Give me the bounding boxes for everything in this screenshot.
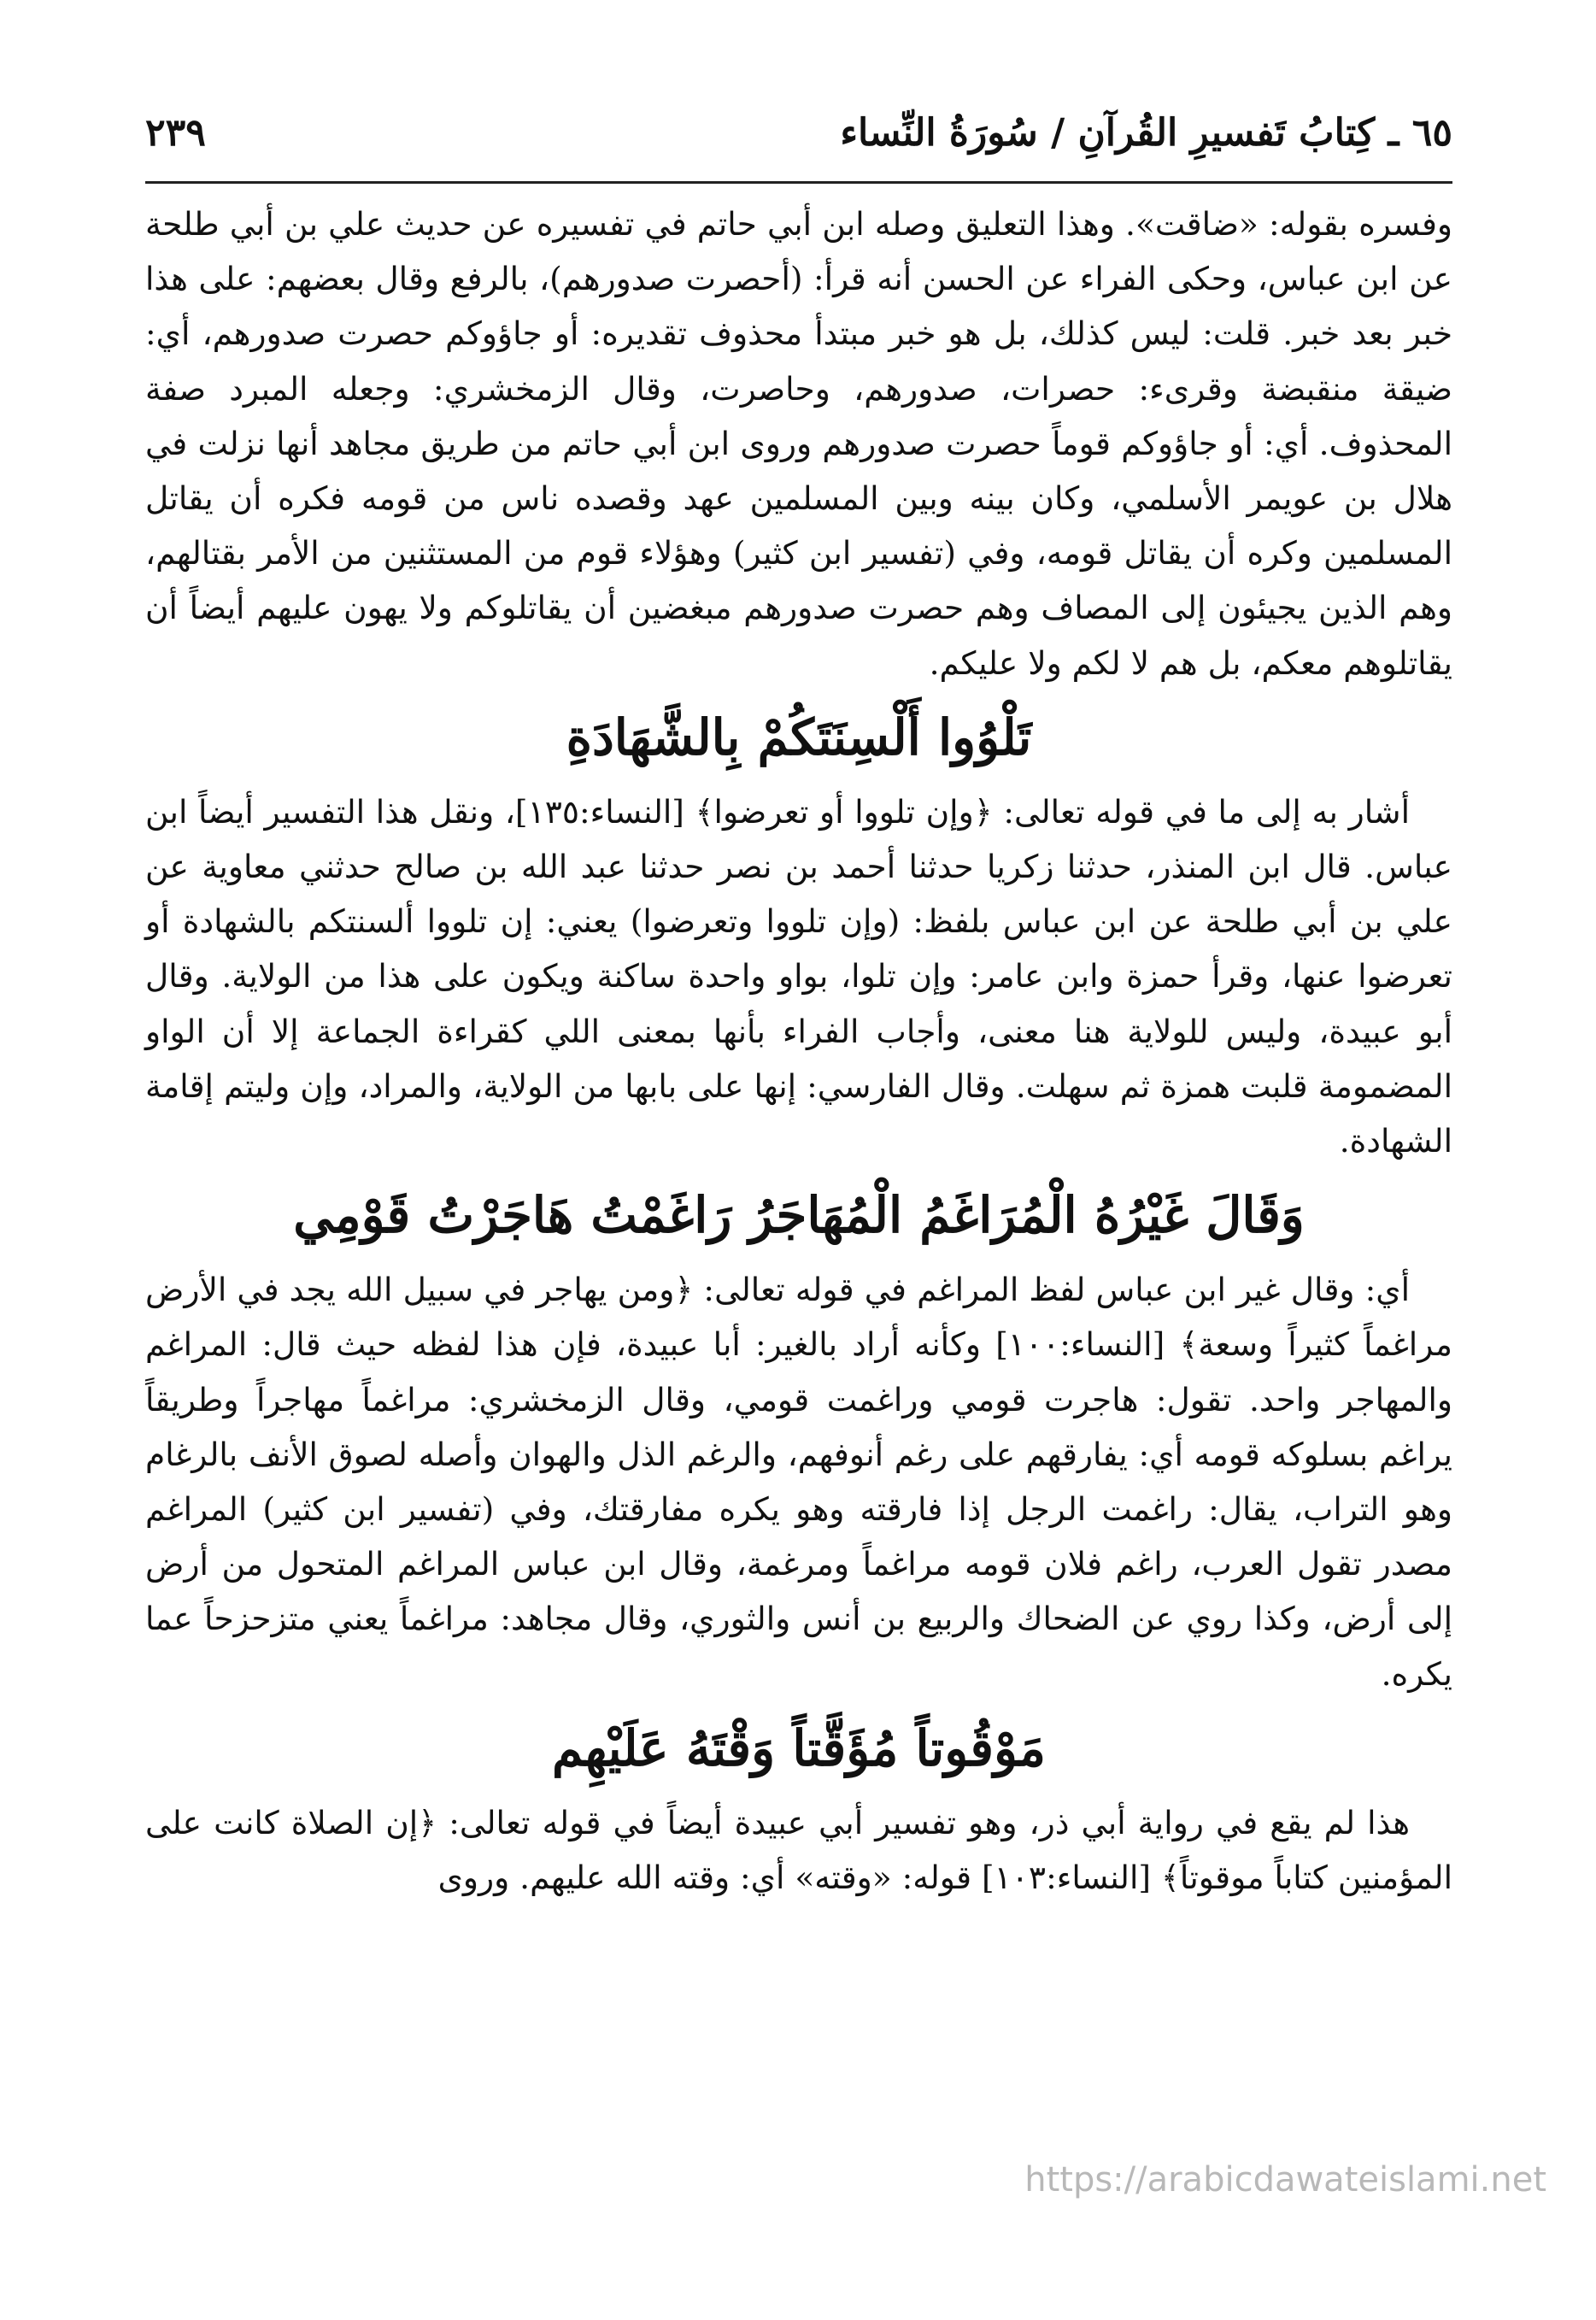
section-heading-2: وَقَالَ غَيْرُهُ الْمُرَاغَمُ الْمُهَاجَرُ رَاغَمْتُ هَاجَرْتُ قَوْمِي: [293, 1186, 1305, 1245]
book-page: [145, 103, 1452, 2290]
page-number: ٢٣٩: [145, 111, 206, 155]
paragraph-1: وفسره بقوله: «ضاقت». وهذا التعليق وصله ابن أبي حاتم في تفسيره عن حديث علي بن أبي طلحة عن ابن عباس، وحكى الفراء عن الحسن أنه قرأ: (أحصرت صدورهم)، بالرفع وقال بعضهم: على هذا خبر بعد خبر. قلت: ليس كذلك، بل هو خبر مبتدأ محذوف تقديره: أو جاؤوكم حصرت صدورهم، أي: ضيقة منقبضة وقرىء: حصرات، صدورهم، وحاصرت، وقال الزمخشري: وجعله المبرد صفة المحذوف. أي: أو جاؤوكم قوماً حصرت صدورهم وروى ابن أبي حاتم من طريق مجاهد أنها نزلت في هلال بن عويمر الأسلمي، وكان بينه وبين المسلمين عهد وقصده ناس من قومه فكره أن يقاتل المسلمين وكره أن يقاتل قومه، وفي (تفسير ابن كثير) وهؤلاء قوم من المستثنين من الأمر بقتالهم، وهم الذين يجيئون إلى المصاف وهم حصرت صدورهم مبغضين أن يقاتلوكم ولا يهون عليهم أيضاً أن يقاتلوهم معكم، بل هم لا لكم ولا عليكم.: [145, 205, 1452, 682]
paragraph-3: أي: وقال غير ابن عباس لفظ المراغم في قوله تعالى: ﴿ومن يهاجر في سبيل الله يجد في الأرض مراغماً كثيراً وسعة﴾ [النساء:١٠٠] وكأنه أراد بالغير: أبا عبيدة، فإن هذا لفظه حيث قال: المراغم والمهاجر واحد. تقول: هاجرت قومي وراغمت قومي، وقال الزمخشري: مراغماً مهاجراً وطريقاً يراغم بسلوكه قومه أي: يفارقهم على رغم أنوفهم، والرغم الذل والهوان وأصله لصوق الأنف بالرغام وهو التراب، يقال: راغمت الرجل إذا فارقته وهو يكره مفارقتك، وفي (تفسير ابن كثير) المراغم مصدر تقول العرب، راغم فلان قومه مراغماً ومرغمة، وقال ابن عباس المراغم المتحول من أرض إلى أرض، وكذا روي عن الضحاك والربيع بن أنس والثوري، وقال مجاهد: مراغماً يعني متزحزحاً عما يكره.: [145, 1271, 1452, 1693]
watermark-url: https://arabicdawateislami.net: [1024, 2160, 1546, 2200]
page-header: [145, 111, 1452, 179]
page-body: [145, 197, 1452, 1905]
section-heading-1: تَلْوُوا أَلْسِنَتَكُمْ بِالشَّهَادَةِ: [566, 708, 1032, 766]
header-divider: [145, 181, 1452, 184]
section-heading-3: مَوْقُوتاً مُؤَقَّتاً وَقْتَهُ عَلَيْهِم: [551, 1718, 1047, 1777]
running-title: ٦٥ ـ كِتابُ تَفسيرِ القُرآنِ / سُورَةُ النِّساء: [840, 111, 1452, 155]
paragraph-4: هذا لم يقع في رواية أبي ذر، وهو تفسير أبي عبيدة أيضاً في قوله تعالى: ﴿إن الصلاة كانت على المؤمنين كتاباً موقوتاً﴾ [النساء:١٠٣] قوله: «وقته» أي: وقته الله عليهم. وروى: [145, 1803, 1452, 1897]
paragraph-2: أشار به إلى ما في قوله تعالى: ﴿وإن تلووا أو تعرضوا﴾ [النساء:١٣٥]، ونقل هذا التفسير أيضاً ابن عباس. قال ابن المنذر، حدثنا زكريا حدثنا أحمد بن نصر حدثنا عبد الله بن صالح حدثني معاوية عن علي بن أبي طلحة عن ابن عباس بلفظ: (وإن تلووا وتعرضوا) يعني: إن تلووا ألسنتكم بالشهادة أو تعرضوا عنها، وقرأ حمزة وابن عامر: وإن تلوا، بواو واحدة ساكنة ويكون على هذا من الولاية. وقال أبو عبيدة، وليس للولاية هنا معنى، وأجاب الفراء بأنها بمعنى اللي كقراءة الجماعة إلا أن الواو المضمومة قلبت همزة ثم سهلت. وقال الفارسي: إنها على بابها من الولاية، والمراد، وإن وليتم إقامة الشهادة.: [145, 792, 1452, 1160]
